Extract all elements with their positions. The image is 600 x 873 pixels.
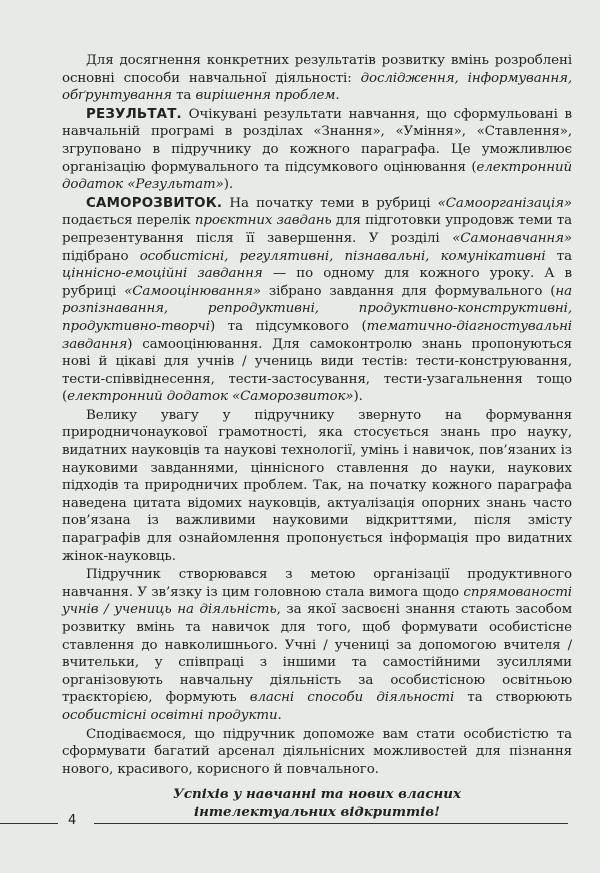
italic-text: «Самооцінювання» [124, 283, 261, 299]
italic-text: ціннісно-емоційні завдання [62, 266, 263, 282]
text: ) та підсумкового ( [209, 318, 367, 334]
text: ). [353, 389, 363, 405]
text: , за якої засвоєні знання стають засобом розвитку вмінь та навичок для того, щоб формувати особистісне ставлення до навколишнього. Учні / учениці за допомогою вчителя / вчительки, у співпраці з іншими та самостійними зусиллями організовують навчальну діяльність за особистісною освітньою траєкторією, формують [62, 602, 573, 706]
closing-line-2: інтелектуальних відкриттів! [193, 803, 440, 820]
italic-text: спрямованості учнів / учениць на діяльність [62, 584, 572, 618]
paragraph-science-literacy: Велику увагу у підручнику звернуто на формування природничонаукової грамотності, яка стосується знань про науку, видатних науковців та наукові технології, умінь і навичок, пов’язаних із науковими завданнями, ціннісного ставлення до науки, наукових підходів та природничих проблем. Так, на початку кожного параграфа наведена цитата відомих науковців, актуалізація опорних знань часто пов’язана із важливими науковими відкриттями, після змісту параграфів для ознайомлення пропонується інформація про видатних жінок-науковць. [62, 407, 572, 564]
footer-rule-right [94, 823, 568, 824]
text: підібрано [62, 248, 140, 264]
text: та [545, 248, 572, 264]
italic-text: тематично-діагностувальні завдання [62, 318, 572, 352]
italic-text: електронний додаток «Результат» [62, 159, 572, 193]
italic-text: дослідження, інформування, обґрунтування [62, 70, 572, 104]
italic-text: особистісні, регулятивні, пізнавальні, комунікативні [139, 248, 546, 264]
italic-text: проєктних завдань [194, 213, 332, 229]
italic-text: вирішення проблем [195, 88, 336, 104]
page-footer [0, 810, 600, 834]
text: та [171, 88, 196, 104]
text: . [335, 88, 340, 104]
italic-text: власні способи діяльності [249, 690, 455, 706]
italic-text: «Самонавчання» [452, 230, 572, 246]
paragraph-result [62, 106, 572, 194]
paragraph-productive-learning [62, 566, 572, 724]
text: та створюють [454, 690, 573, 706]
footer-rule-left [0, 823, 58, 824]
paragraph-hope: Сподіваємося, що підручник допоможе вам стати особистістю та сформувати багатий арсенал діяльнісних можливостей для пізнання нового, красивого, корисного й повчального. [62, 726, 572, 777]
paragraph-self-development [62, 195, 572, 406]
text: подається перелік [62, 213, 195, 229]
paragraph-learning-methods [62, 52, 572, 105]
italic-text: «Самоорганізація» [437, 195, 572, 211]
page-number: 4 [68, 813, 77, 828]
text: Очікувані результати навчання, що сформульовані в навчальній програмі в розділах «Знання», «Уміння», «Ставлення», згруповано в підручнику до кожного параграфа. Це уможливлює організацію формувального та підсумкового оцінювання ( [62, 106, 572, 175]
text: зібрано завдання для формувального ( [260, 283, 556, 299]
italic-text: особистісні освітні продукти [62, 707, 278, 723]
closing-line-1: Успіхів у навчанні та нових власних [172, 786, 462, 803]
keyword-result: РЕЗУЛЬТАТ. [86, 106, 182, 122]
text: Для досягнення конкретних результатів розвитку вмінь розроблені основні способи навчальної діяльності: [62, 53, 572, 86]
text: ) самооцінювання. Для самоконтролю знань пропонуються нові й цікаві для учнів / учениць види тестів: тести-конструювання, тести-співвіднесення, тести-застосування, тести-узагальнення тощо ( [62, 336, 572, 405]
text: для підготовки упродовж теми та репрезентування після її завершення. У розділі [62, 213, 573, 246]
text: . [277, 707, 282, 723]
italic-text: електронний додаток «Саморозвиток» [67, 389, 354, 405]
text: ). [223, 177, 233, 193]
keyword-self-development: САМОРОЗВИТОК. [86, 195, 223, 211]
text: — по одному для кожного уроку. А в рубриці [62, 266, 572, 299]
italic-text: на розпізнавання, репродуктивні, продуктивно-конструктивні, продуктивно-творчі [62, 283, 572, 334]
text: Підручник створювався з метою організації продуктивного навчання. У зв’язку із цим головною стала вимога щодо [62, 567, 572, 600]
text: На початку теми в рубриці [222, 195, 438, 211]
